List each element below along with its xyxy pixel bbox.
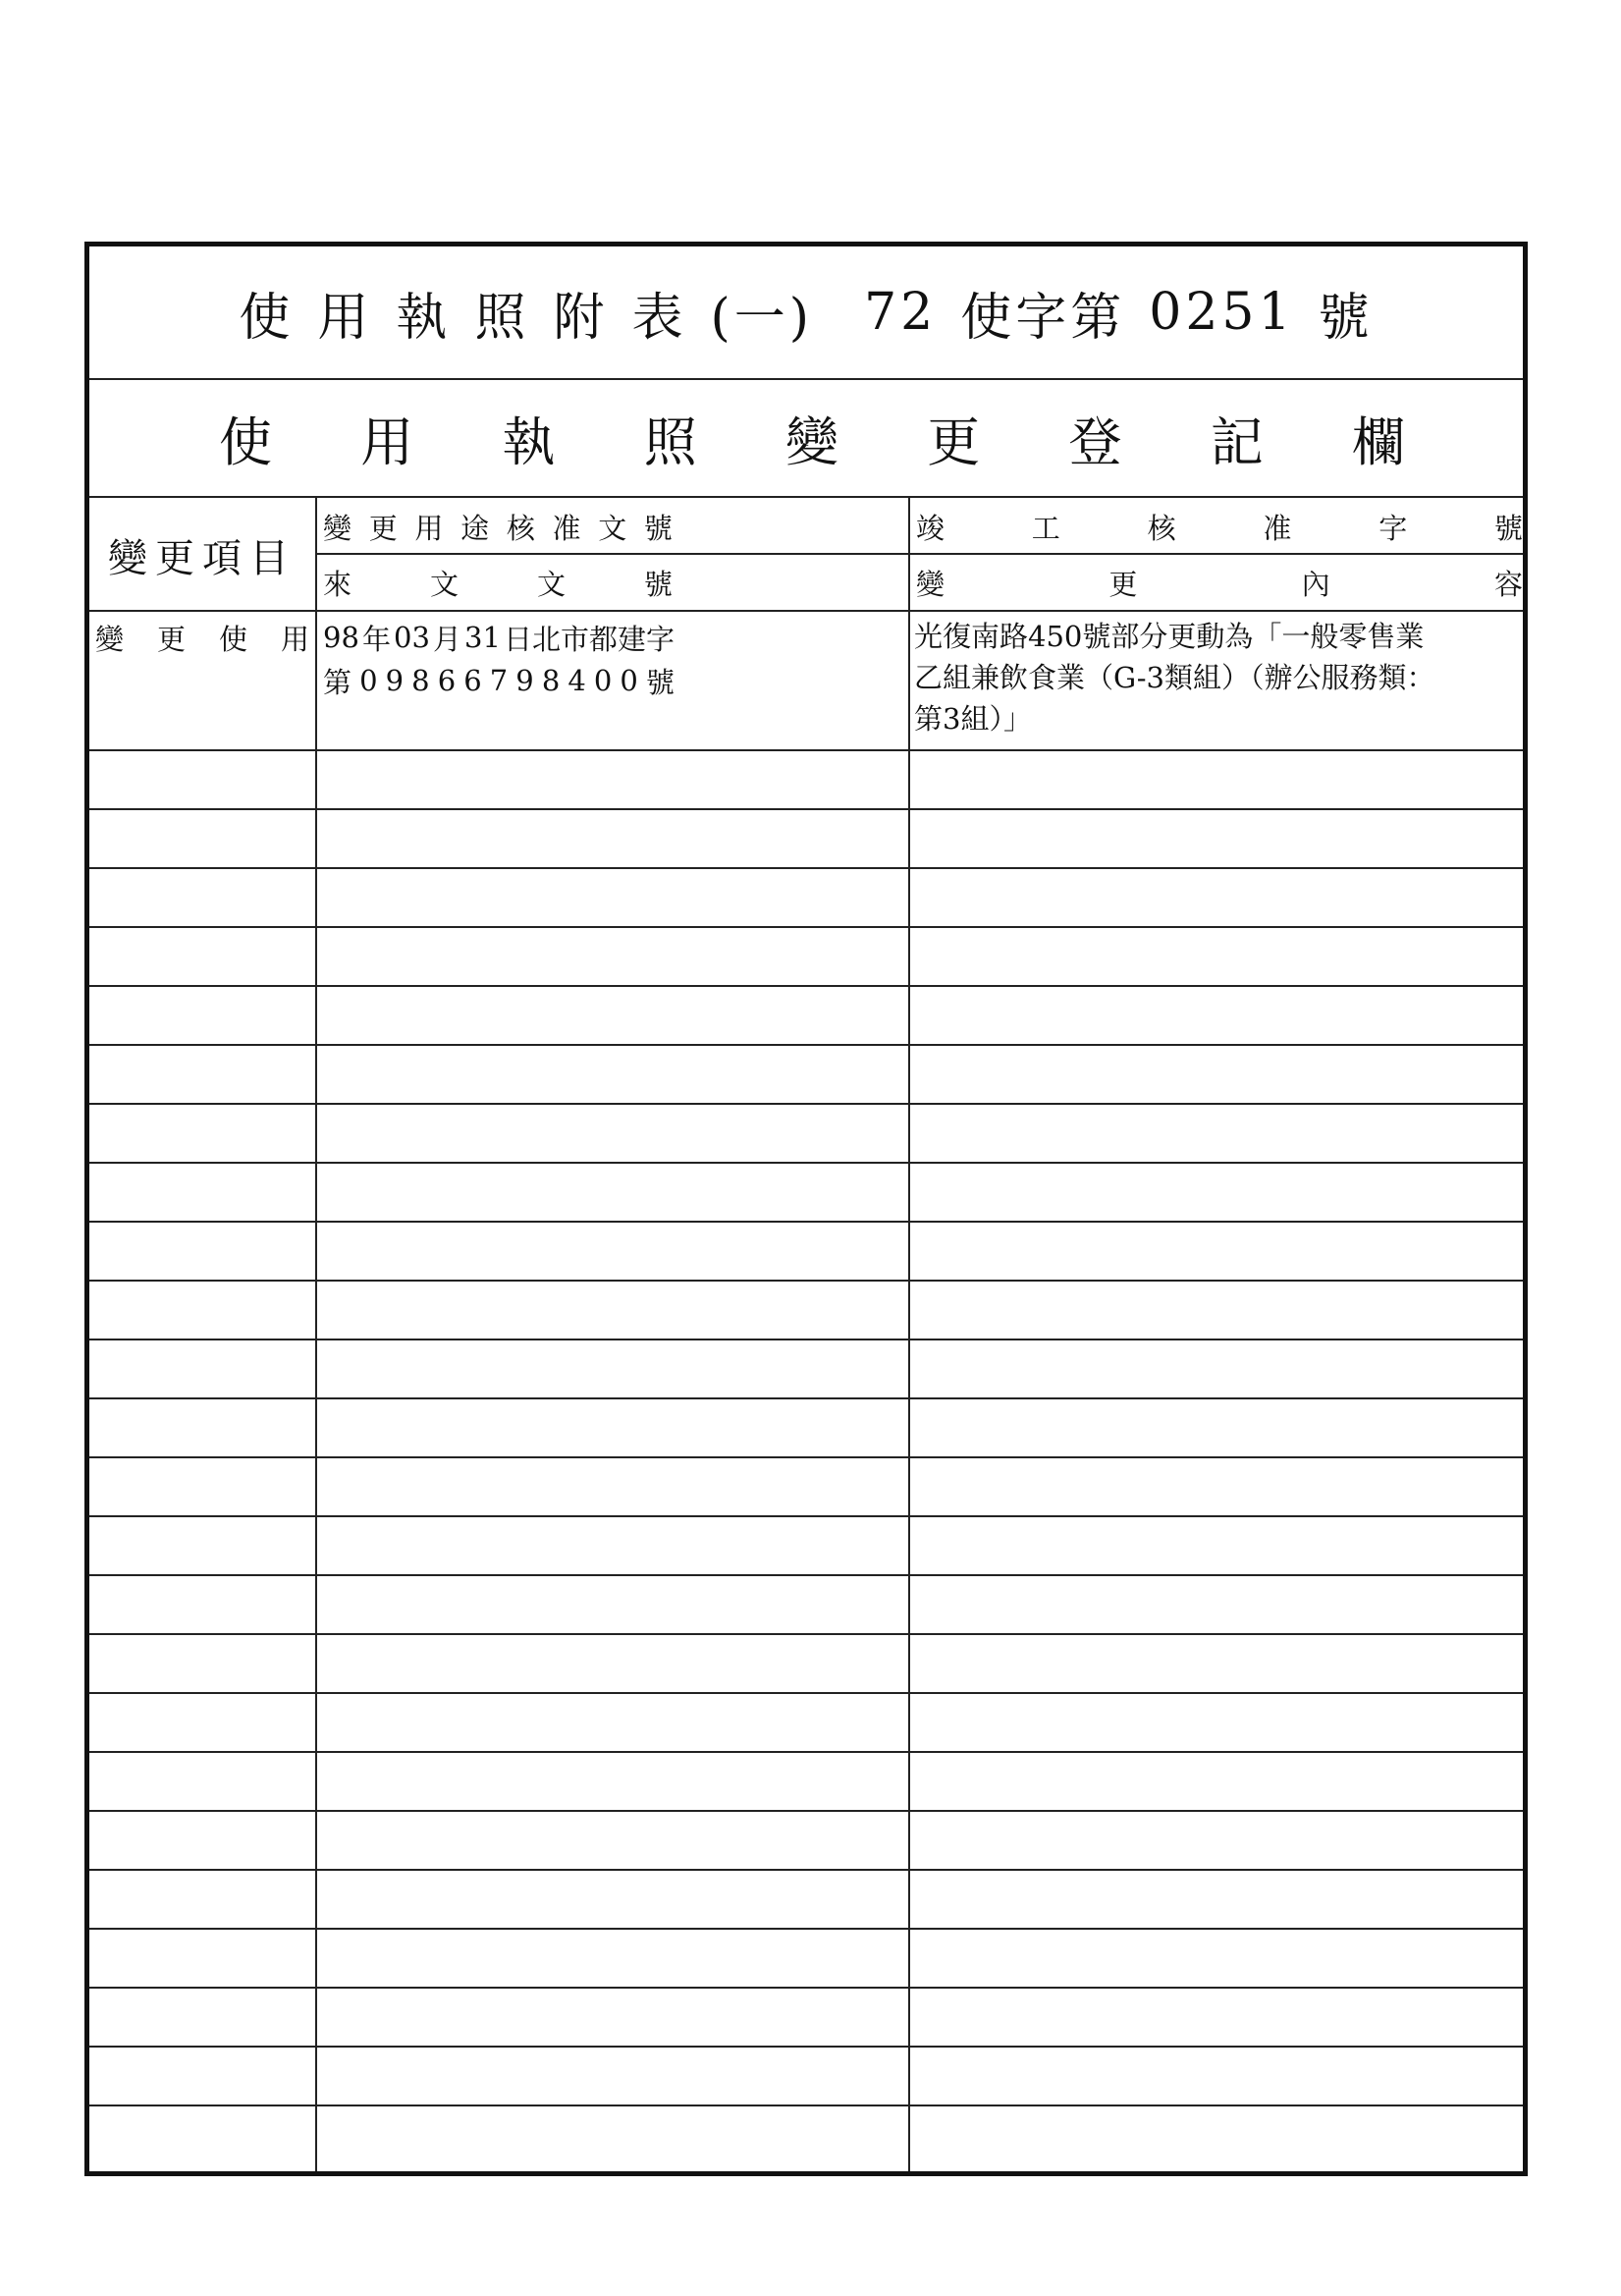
header-approval-doc — [319, 500, 676, 553]
item-char: 變 — [95, 622, 125, 656]
license-appendix-table — [84, 242, 1528, 2176]
hdr-char: 變 — [323, 511, 352, 545]
doc-part: 0 — [620, 664, 638, 697]
heading-char: 使 — [219, 410, 272, 473]
heading-char: 登 — [1068, 410, 1122, 473]
title-char: 表 — [631, 288, 687, 348]
hdr-char: 內 — [1301, 567, 1330, 601]
hdr-char: 字 — [1378, 511, 1408, 545]
row-doc-line2 — [321, 659, 676, 702]
doc-part: 7 — [489, 664, 509, 697]
hdr-char: 容 — [1493, 567, 1523, 601]
hdr-char: 核 — [506, 511, 535, 545]
hdr-char: 准 — [552, 511, 581, 545]
title-number: 72 — [864, 283, 938, 342]
heading-char: 變 — [785, 410, 838, 473]
title-middle: 使字第 — [960, 288, 1126, 348]
hdr-char: 來 — [323, 567, 352, 601]
doc-part: 03 — [394, 621, 430, 654]
header-incoming-doc — [319, 557, 676, 608]
doc-part: 0 — [593, 664, 613, 697]
heading-char: 執 — [502, 410, 556, 473]
hdr-char: 准 — [1263, 511, 1292, 545]
doc-part: 4 — [567, 664, 586, 697]
doc-part: 0 — [359, 664, 378, 697]
hdr-char: 文 — [536, 567, 566, 601]
hdr-char: 竣 — [916, 511, 946, 545]
header-completion-no — [912, 500, 1527, 553]
hdr-char: 號 — [643, 567, 673, 601]
hdr-char: 工 — [1031, 511, 1060, 545]
row-change-content — [914, 616, 1529, 739]
hdr-char: 更 — [1108, 567, 1138, 601]
title-char: (一) — [710, 288, 814, 348]
doc-part: 號 — [645, 665, 675, 699]
title-suffix: 號 — [1318, 288, 1374, 348]
row-item — [93, 616, 311, 659]
doc-part: 8 — [541, 664, 561, 697]
title-char: 執 — [396, 288, 452, 348]
item-char: 更 — [156, 622, 186, 656]
doc-part: 第 — [323, 665, 352, 699]
header-change-content — [912, 557, 1527, 608]
hdr-char: 途 — [460, 511, 490, 545]
heading-char: 更 — [927, 410, 981, 473]
doc-part: 98 — [323, 621, 359, 654]
page-title — [89, 246, 1523, 378]
hdr-char: 用 — [414, 511, 444, 545]
title-char: 用 — [317, 288, 373, 348]
content-line: 乙組兼飲食業（G-3類組）（辦公服務類： — [914, 661, 1435, 694]
content-line: 第3組）」 — [914, 702, 1032, 736]
hdr-char: 文 — [598, 511, 627, 545]
doc-part: 9 — [385, 664, 405, 697]
doc-part: 31 — [464, 621, 501, 654]
item-char: 用 — [280, 622, 309, 656]
hdr-char: 更 — [368, 511, 398, 545]
heading-char: 欄 — [1352, 410, 1405, 473]
register-heading — [89, 380, 1523, 496]
doc-part: 月 — [432, 622, 461, 656]
doc-part: 日北市都建字 — [503, 622, 675, 656]
doc-part: 8 — [411, 664, 430, 697]
heading-char: 用 — [360, 410, 414, 473]
doc-part: 6 — [463, 664, 482, 697]
hdr-char: 核 — [1147, 511, 1176, 545]
doc-part: 6 — [437, 664, 457, 697]
hdr-char: 號 — [643, 511, 673, 545]
item-char: 使 — [218, 622, 247, 656]
header-change-item: 變更項目 — [108, 535, 297, 581]
title-char: 使 — [239, 288, 295, 348]
hdr-char: 變 — [916, 567, 946, 601]
title-char: 照 — [474, 288, 530, 348]
title-serial: 0251 — [1149, 283, 1295, 342]
hdr-char: 文 — [429, 567, 459, 601]
doc-part: 9 — [515, 664, 534, 697]
doc-part: 年 — [361, 622, 391, 656]
heading-char: 記 — [1210, 410, 1264, 473]
heading-char: 照 — [643, 410, 697, 473]
content-line: 光復南路450號部分更動為「一般零售業 — [914, 620, 1425, 653]
row-doc-line1 — [321, 616, 676, 659]
title-char: 附 — [553, 288, 609, 348]
hdr-char: 號 — [1493, 511, 1523, 545]
